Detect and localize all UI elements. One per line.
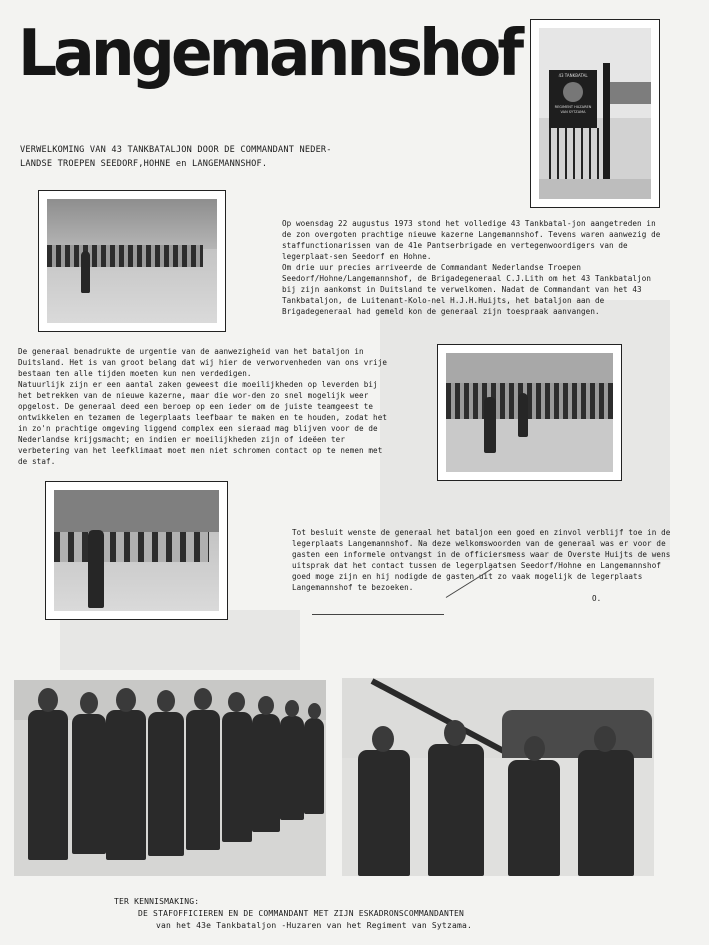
- sign-text-top: 43 TANKBATAL: [558, 73, 588, 78]
- regiment-sign: [549, 70, 597, 128]
- paragraph-closing: Tot besluit wenste de generaal het bataljon een goed en zinvol verblijf toe in de legerplaats Langemannshof. Na deze welkomswoorden van de generaal was er voor de gasten een informele ontvangst in de officiersmess waar de Overste Huijts de wens uitsprak dat het contact tussen de legerplaatsen Seedorf/Hohne en Langemannshof goed moge zijn en hij nodigde de gasten uit zo vaak mogelijk de legerplaats Langemannshof te bezoeken.: [292, 528, 671, 592]
- gate-sign-photo: [530, 19, 660, 208]
- photo-caption: [114, 896, 674, 932]
- article-headline: [20, 143, 365, 171]
- article-body-block: [18, 346, 390, 467]
- caption-line-2: DE STAFOFFICIEREN EN DE COMMANDANT MET ZIJN ESKADRONSCOMMANDANTEN: [138, 909, 465, 918]
- photo-battalion-lineup: [38, 190, 226, 332]
- paragraph-intro: Op woensdag 22 augustus 1973 stond het volledige 43 Tankbatal-jon aangetreden in de zon overgoten prachtige nieuwe kazerne Langemannshof. Tevens waren aanwezig de staffunctionarissen van de 41e Pantserbrigade en vertegenwoordigers van de legerplaat-sen Seedorf en Hohne.: [282, 219, 661, 261]
- masthead-title: Langemannshof: [18, 17, 521, 91]
- headline-line-1: VERWELKOMING VAN 43 TANKBATALJON DOOR DE COMMANDANT NEDER-: [20, 145, 332, 155]
- divider-line: [312, 614, 444, 615]
- paragraph-arrival: Om drie uur precies arriveerde de Commandant Nederlandse Troepen Seedorf/Hohne/Langemannshof, de Brigadegeneraal C.J.Lith om het 43 Tankbataljon bij zijn aankomst in Duitsland te verwelkomen. Nadat de Commandant van het 43 Tankbataljon, de Luitenant-Kolo-nel H.J.H.Huijts, het bataljon aan de Brigadegeneraal had gemeld kon de generaal zijn toespraak aanvangen.: [282, 263, 652, 316]
- caption-line-1: TER KENNISMAKING:: [114, 897, 200, 906]
- article-intro-block: [282, 218, 664, 317]
- photo-squadron-commanders: [342, 678, 654, 876]
- photo-general-speech: [45, 481, 228, 620]
- regiment-emblem-icon: [563, 82, 583, 102]
- paragraph-signoff: O.: [592, 594, 602, 603]
- sign-text-bottom: REGIMENT HUZAREN: [554, 105, 592, 109]
- paragraph-urgency: De generaal benadrukte de urgentie van de aanwezigheid van het bataljon in Duitsland. Het is van groot belang dat wij hier de verworvenheden van ons vrije bestaan ten alle tijden moeten kun nen verdedigen.: [18, 347, 388, 378]
- photo-inspection: [437, 344, 622, 481]
- headline-line-2: LANDSE TROEPEN SEEDORF,HOHNE en LANGEMANNSHOF.: [20, 159, 268, 169]
- sign-text-bottom-2: VAN SYTZAMA: [560, 109, 586, 114]
- caption-line-3: van het 43e Tankbataljon -Huzaren van het Regiment van Sytzama.: [156, 921, 473, 930]
- photo-staff-officers: [14, 680, 326, 876]
- paragraph-problems: Natuurlijk zijn er een aantal zaken geweest die moeilijkheden op leverden bij het betrekken van de nieuwe kazerne, maar die wor-den zo snel mogelijk weer opgelost. De generaal deed een beroep op een ieder om de juiste teamgeest te ontwikkelen en tezamen de legerplaats leefbaar te maken en te houden, zodat het in zo'n prachtige omgeving liggend complex een sieraad mag blijven voor de de Nederlandse krijgsmacht; en indien er moeilijkheden zijn of ideëen ter verbetering van het leefklimaat moet men niet schromen contact op te nemen met de staf.: [18, 380, 388, 466]
- article-closing-block: [292, 527, 674, 604]
